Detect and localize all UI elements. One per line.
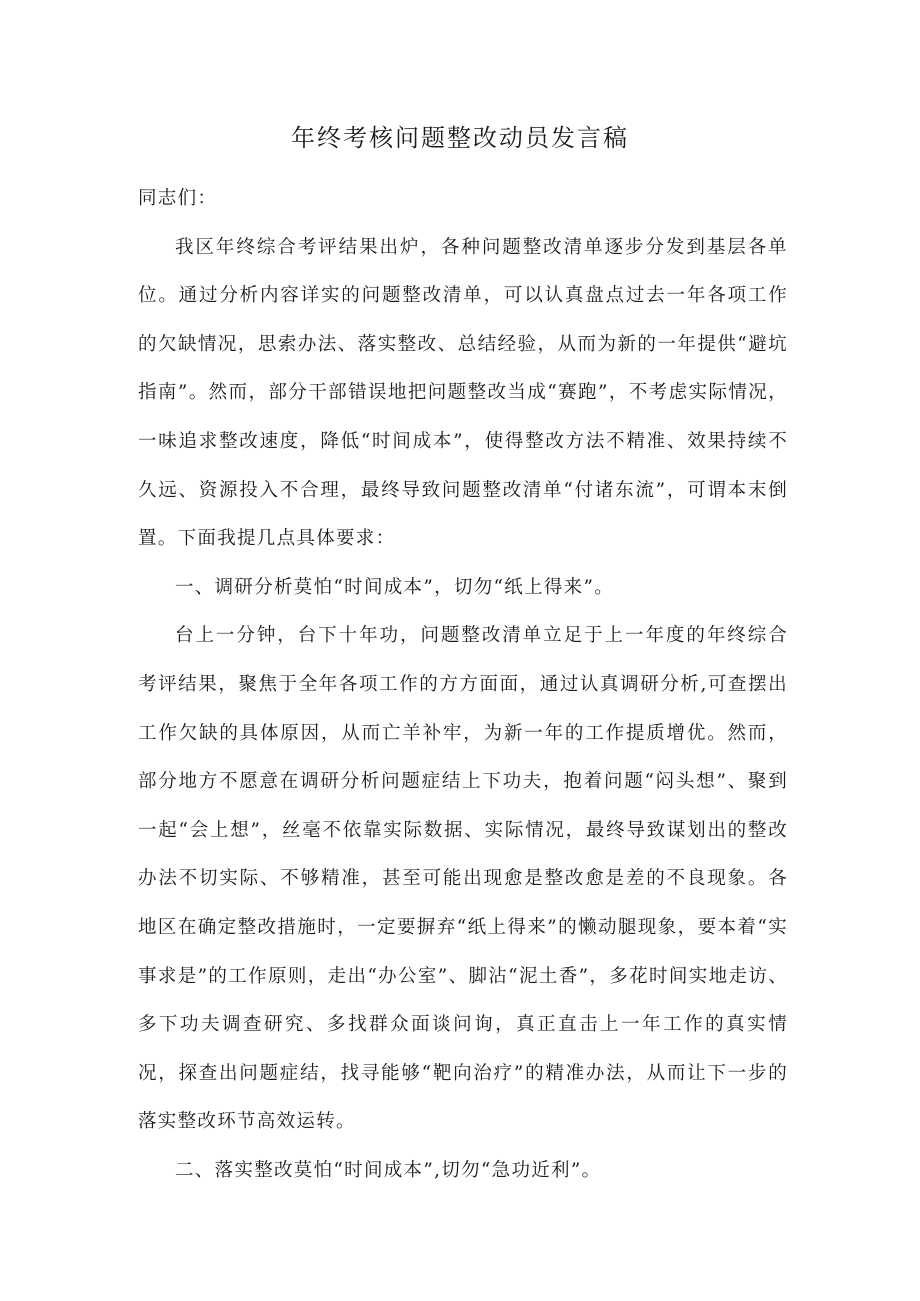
section-heading-2: 二、落实整改莫怕“时间成本”,切勿“急功近利”。 (175, 1159, 602, 1181)
paragraph-intro: 我区年终综合考评结果出炉，各种问题整改清单逐步分发到基层各单位。通过分析内容详实的问题整改清单，可以认真盘点过去一年各项工作的欠缺情况，思索办法、落实整改、总结经验，从而为新的一年提供“避坑指南”。然而，部分干部错误地把问题整改当成“赛跑”，不考虑实际情况，一味追求整改速度，降低“时间成本”，使得整改方法不精准、效果持续不久远、资源投入不合理，最终导致问题整改清单“付诸东流”，可谓本末倒置。下面我提几点具体要求： (138, 236, 788, 550)
document-title: 年终考核问题整改动员发言稿 (291, 124, 629, 152)
salutation: 同志们： (138, 188, 218, 209)
document-body (138, 175, 788, 1195)
paragraph-section-1: 台上一分钟，台下十年功，问题整改清单立足于上一年度的年终综合考评结果，聚焦于全年各项工作的方方面面，通过认真调研分析,可查摆出工作欠缺的具体原因，从而亡羊补牢，为新一年的工作提质增优。然而，部分地方不愿意在调研分析问题症结上下功夫，抱着问题“闷头想”、聚到一起“会上想”，丝毫不依靠实际数据、实际情况，最终导致谋划出的整改办法不切实际、不够精准，甚至可能出现愈是整改愈是差的不良现象。各地区在确定整改措施时，一定要摒弃“纸上得来”的懒动腿现象，要本着“实事求是”的工作原则，走出“办公室”、脚沾“泥土香”，多花时间实地走访、多下功夫调查研究、多找群众面谈问询，真正直击上一年工作的真实情况，探查出问题症结，找寻能够“靶向治疗”的精准办法，从而让下一步的落实整改环节高效运转。 (138, 625, 788, 1133)
section-heading-1: 一、调研分析莫怕“时间成本”，切勿“纸上得来”。 (175, 576, 615, 598)
